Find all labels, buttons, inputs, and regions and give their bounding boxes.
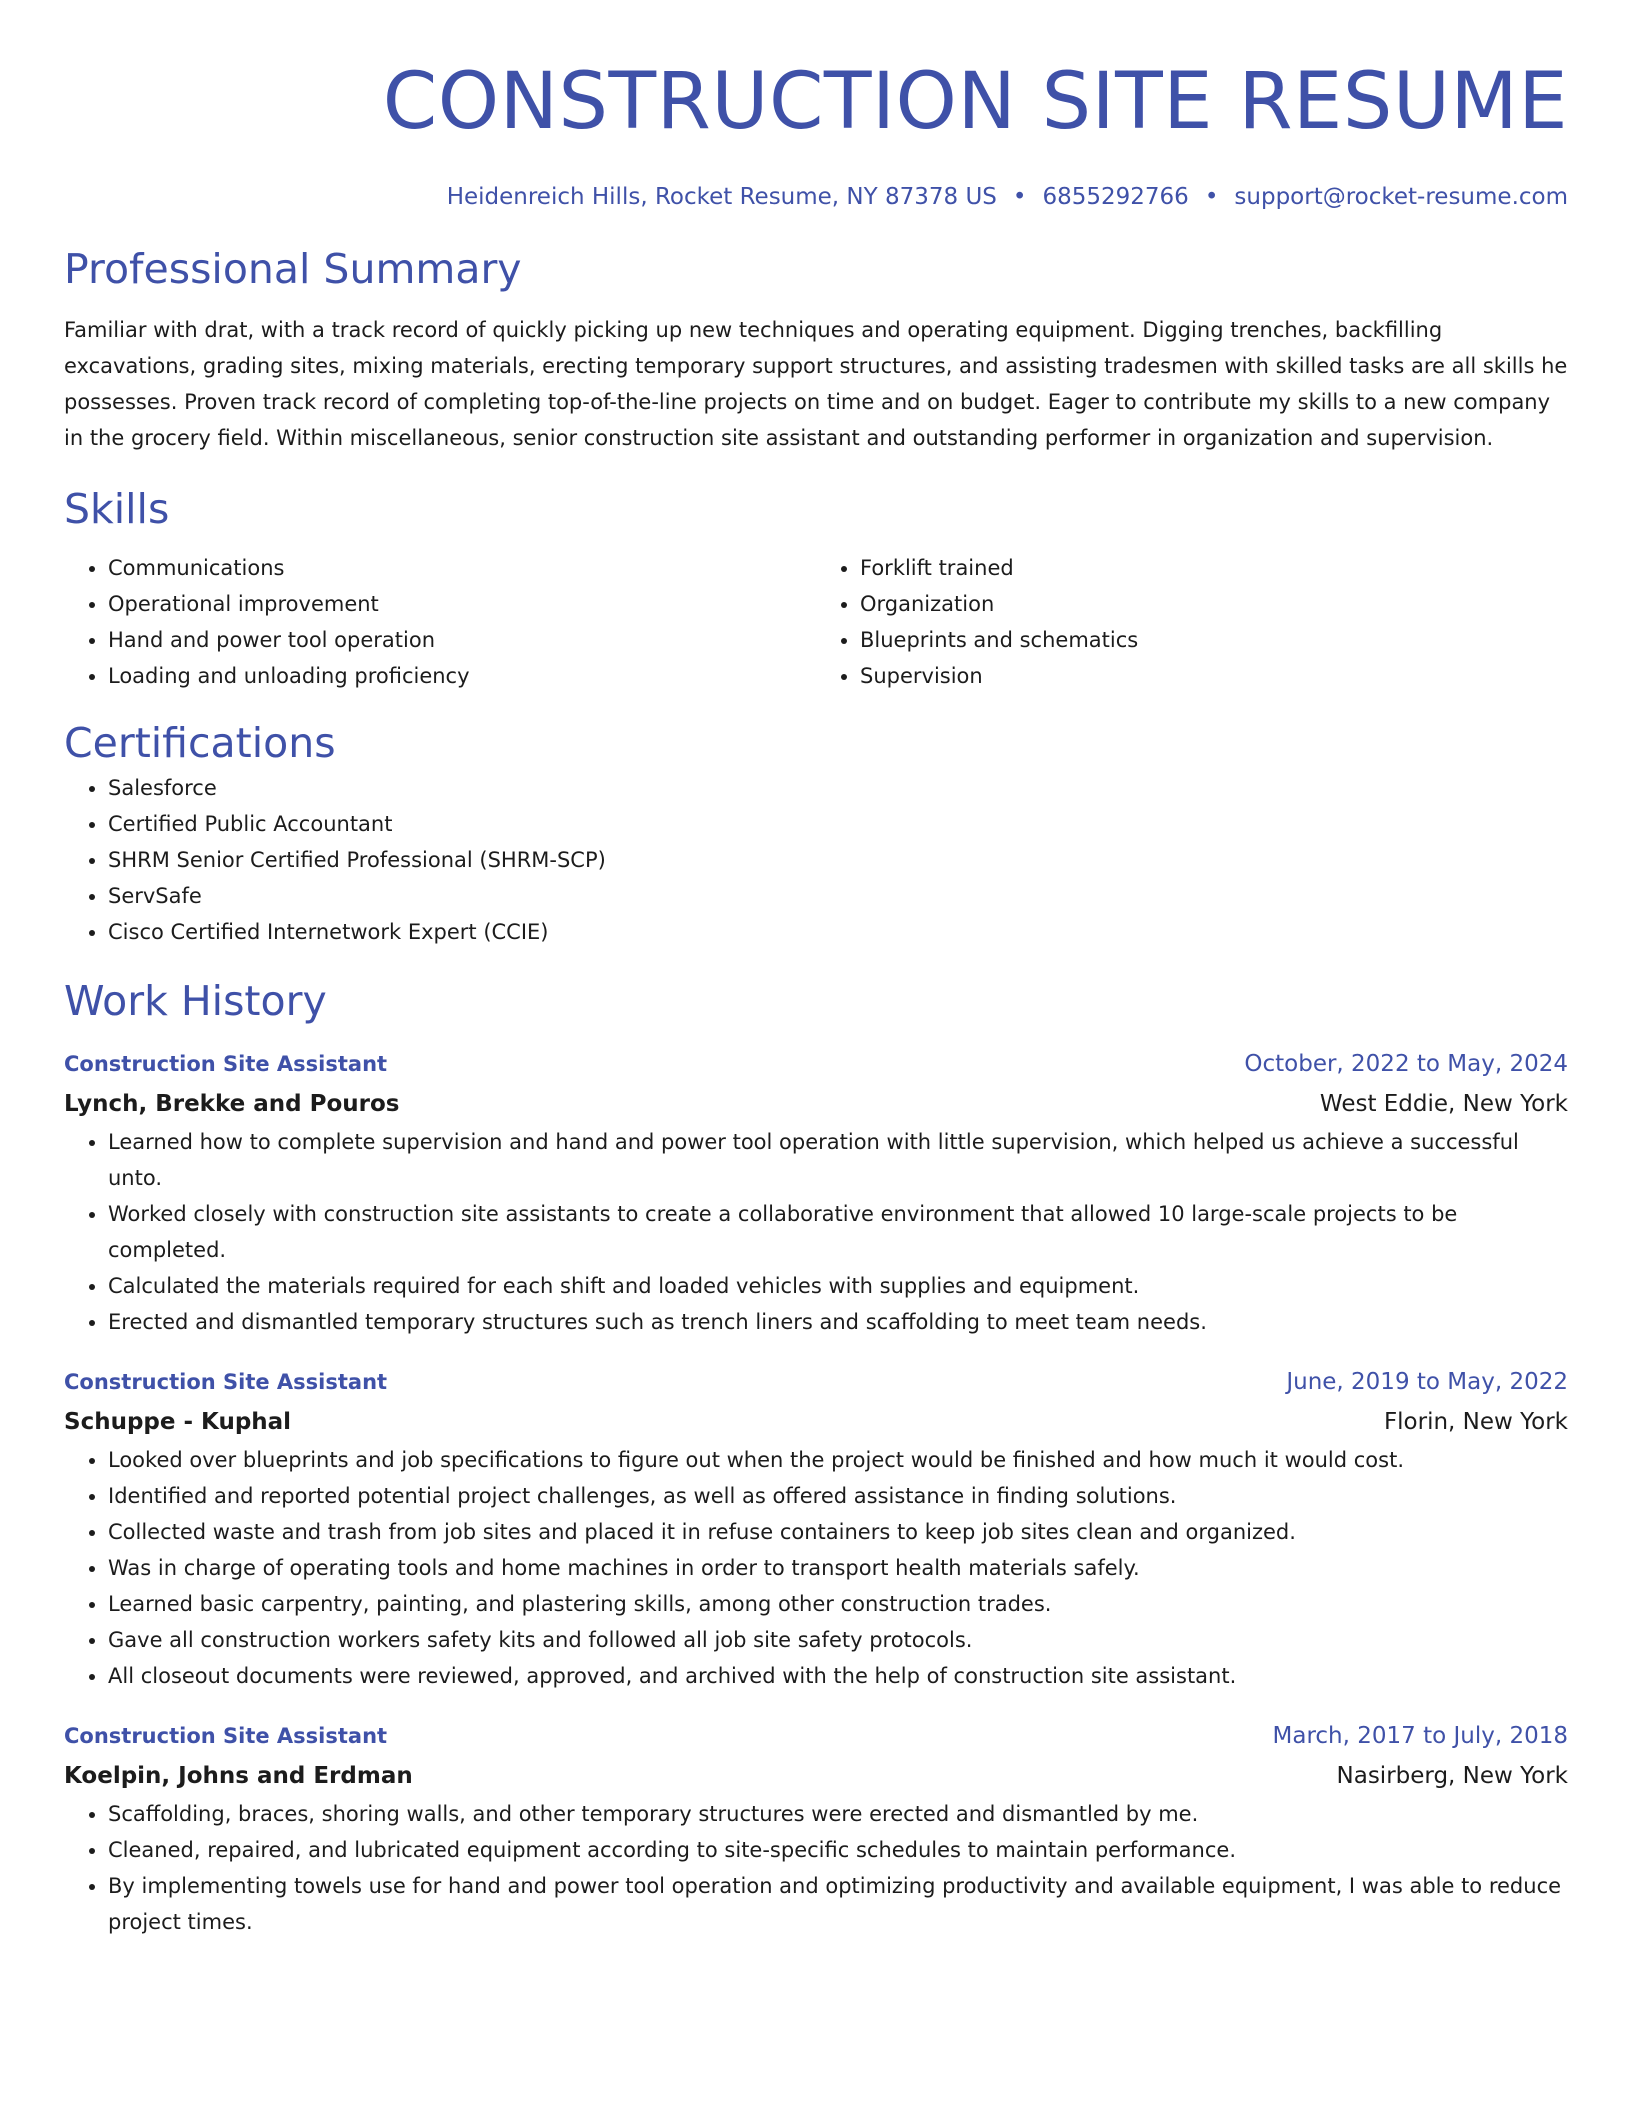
skill-item: • Communications [108,550,816,586]
skill-item: • Forklift trained [860,550,1568,586]
job-title-row [64,1044,1568,1084]
job-entry [64,1716,1568,1940]
job-company-row [64,1084,1568,1124]
contact-email: support@rocket-resume.com [1234,184,1568,210]
job-bullet: • Collected waste and trash from job sites and placed it in refuse containers to keep job sites clean and organized. [108,1514,1568,1550]
certification-item: • ServSafe [108,878,1568,914]
job-location: West Eddie, New York [1319,1091,1568,1117]
job-bullet: • Learned basic carpentry, painting, and plastering skills, among other construction trades. [108,1586,1568,1622]
job-dates: October, 2022 to May, 2024 [1244,1051,1568,1077]
job-bullet: • By implementing towels use for hand and power tool operation and optimizing productivity and available equipment, I was able to reduce project times. [108,1868,1568,1940]
job-title: Construction Site Assistant [64,1052,388,1076]
resume-page [64,0,1568,1940]
resume-header [64,0,1568,214]
job-bullet: • Identified and reported potential project challenges, as well as offered assistance in finding solutions. [108,1478,1568,1514]
skill-item: • Blueprints and schematics [860,622,1568,658]
section-title-summary: Professional Summary [64,245,522,293]
contact-separator: • [1012,184,1027,210]
job-company: Schuppe - Kuphal [64,1409,292,1435]
job-company-row [64,1756,1568,1796]
job-bullet: • Learned how to complete supervision and hand and power tool operation with little supervision, which helped us achieve a successful unto. [108,1124,1568,1196]
job-title: Construction Site Assistant [64,1724,388,1748]
job-bullet: • Was in charge of operating tools and home machines in order to transport health materials safely. [108,1550,1568,1586]
skills-list-right [816,550,1568,694]
job-bullet: • Calculated the materials required for each shift and loaded vehicles with supplies and equipment. [108,1268,1568,1304]
skill-item: • Operational improvement [108,586,816,622]
job-entry [64,1362,1568,1694]
job-bullet: • Worked closely with construction site assistants to create a collaborative environment that allowed 10 large-scale projects to be completed. [108,1196,1568,1268]
job-entry [64,1044,1568,1340]
job-bullets [64,1124,1568,1340]
certification-item: • SHRM Senior Certified Professional (SHRM-SCP) [108,842,1568,878]
job-dates: June, 2019 to May, 2022 [1286,1369,1568,1395]
job-title-row [64,1362,1568,1402]
job-bullet: • Looked over blueprints and job specifications to figure out when the project would be finished and how much it would cost. [108,1442,1568,1478]
job-title-row [64,1716,1568,1756]
certification-item: • Certified Public Accountant [108,806,1568,842]
section-title-skills: Skills [64,485,170,533]
resume-title: CONSTRUCTION SITE RESUME [382,57,1568,147]
contact-phone: 6855292766 [1042,184,1189,210]
job-company: Koelpin, Johns and Erdman [64,1763,413,1789]
certifications-list [64,770,1568,950]
job-dates: March, 2017 to July, 2018 [1272,1723,1568,1749]
job-bullets [64,1796,1568,1940]
contact-line [64,180,1568,214]
job-location: Nasirberg, New York [1336,1763,1568,1789]
skill-item: • Loading and unloading proficiency [108,658,816,694]
skills-grid [64,550,1568,694]
skill-item: • Organization [860,586,1568,622]
skill-item: • Hand and power tool operation [108,622,816,658]
summary-text: Familiar with drat, with a track record of quickly picking up new techniques and operating equipment. Digging trenches, backfilling excavations, grading sites, mixing materials, erecting temporary support structures, and assisting tradesmen with skilled tasks are all skills he possesses. Proven track record of completing top-of-the-line projects on time and on budget. Eager to contribute my skills to a new company in the grocery field. Within miscellaneous, senior construction site assistant and outstanding performer in organization and supervision. [64,318,1568,450]
job-bullets [64,1442,1568,1694]
contact-address: Heidenreich Hills, Rocket Resume, NY 87378 US [446,184,997,210]
skill-item: • Supervision [860,658,1568,694]
contact-separator: • [1204,184,1219,210]
job-bullet: • Erected and dismantled temporary structures such as trench liners and scaffolding to meet team needs. [108,1304,1568,1340]
job-bullet: • Cleaned, repaired, and lubricated equipment according to site-specific schedules to maintain performance. [108,1832,1568,1868]
job-bullet: • Scaffolding, braces, shoring walls, and other temporary structures were erected and dismantled by me. [108,1796,1568,1832]
job-company: Lynch, Brekke and Pouros [64,1091,400,1117]
job-title: Construction Site Assistant [64,1370,388,1394]
job-location: Florin, New York [1383,1409,1568,1435]
section-title-work-history: Work History [64,977,327,1025]
job-bullet: • Gave all construction workers safety kits and followed all job site safety protocols. [108,1622,1568,1658]
certification-item: • Salesforce [108,770,1568,806]
job-bullet: • All closeout documents were reviewed, approved, and archived with the help of construction site assistant. [108,1658,1568,1694]
job-company-row [64,1402,1568,1442]
skills-list-left [64,550,816,694]
section-title-certifications: Certifications [64,719,336,767]
certification-item: • Cisco Certified Internetwork Expert (CCIE) [108,914,1568,950]
